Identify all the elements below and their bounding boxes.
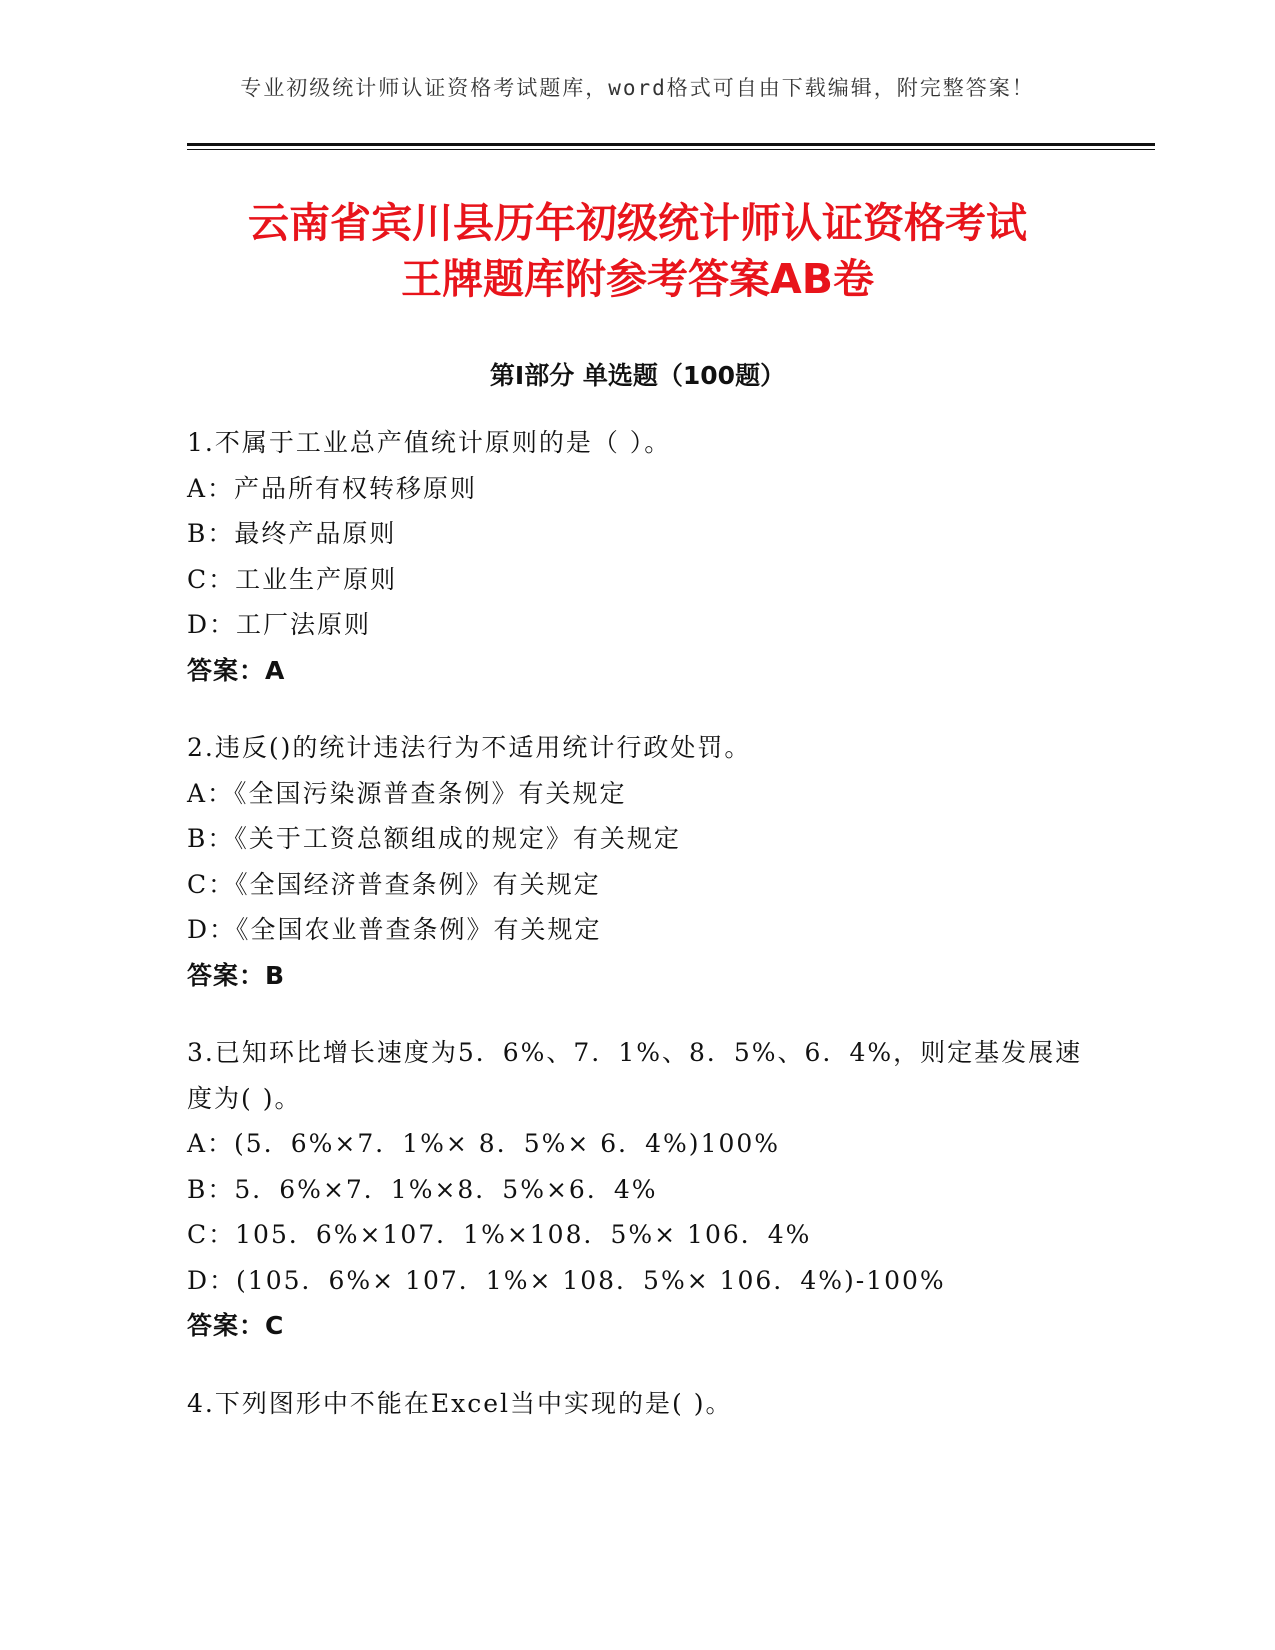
option-b: B：最终产品原则 bbox=[187, 519, 397, 548]
question-text-line-1: 3.已知环比增长速度为5．6%、7．1%、8．5%、6．4%，则定基发展速 bbox=[187, 1038, 1083, 1067]
question-3 bbox=[187, 1030, 1087, 1349]
option-c: C：105．6%×107．1%×108．5%× 106．4% bbox=[187, 1220, 812, 1249]
answer: 答案：B bbox=[187, 960, 286, 990]
option-a: A：(5．6%×7．1%× 8．5%× 6．4%)100% bbox=[187, 1129, 781, 1158]
question-2 bbox=[187, 725, 1087, 998]
section-heading: 第Ⅰ部分 单选题（100题） bbox=[489, 361, 786, 390]
title-line-1: 云南省宾川县历年初级统计师认证资格考试 bbox=[248, 199, 1027, 247]
answer: 答案：C bbox=[187, 1311, 285, 1340]
option-d: D：工厂法原则 bbox=[187, 610, 372, 639]
option-a: A：产品所有权转移原则 bbox=[187, 473, 478, 503]
option-b: B：《关于工资总额组成的规定》有关规定 bbox=[187, 824, 681, 853]
option-d: D：《全国农业普查条例》有关规定 bbox=[187, 915, 602, 944]
question-1 bbox=[187, 420, 1087, 693]
question-text: 1.不属于工业总产值统计原则的是（ ）。 bbox=[187, 428, 672, 457]
header-divider-thick bbox=[187, 143, 1155, 146]
header-divider-thin bbox=[187, 149, 1155, 150]
title-line-2: 王牌题库附参考答案AB卷 bbox=[401, 255, 874, 303]
question-text: 4.下列图形中不能在Excel当中实现的是( )。 bbox=[187, 1389, 733, 1418]
option-c: C：工业生产原则 bbox=[187, 564, 398, 594]
page-header: 专业初级统计师认证资格考试题库，word格式可自由下载编辑，附完整答案！ bbox=[240, 76, 1035, 100]
option-b: B：5．6%×7．1%×8．5%×6．4% bbox=[187, 1174, 658, 1204]
option-c: C：《全国经济普查条例》有关规定 bbox=[187, 869, 601, 899]
question-4 bbox=[187, 1381, 1087, 1427]
answer: 答案：A bbox=[187, 655, 286, 685]
option-a: A：《全国污染源普查条例》有关规定 bbox=[187, 778, 627, 808]
document-title bbox=[0, 195, 1275, 307]
option-d: D：(105．6%× 107．1%× 108．5%× 106．4%)-100% bbox=[187, 1265, 946, 1295]
question-text-line-2: 度为( )。 bbox=[187, 1083, 302, 1113]
question-text: 2.违反()的统计违法行为不适用统计行政处罚。 bbox=[187, 733, 752, 762]
